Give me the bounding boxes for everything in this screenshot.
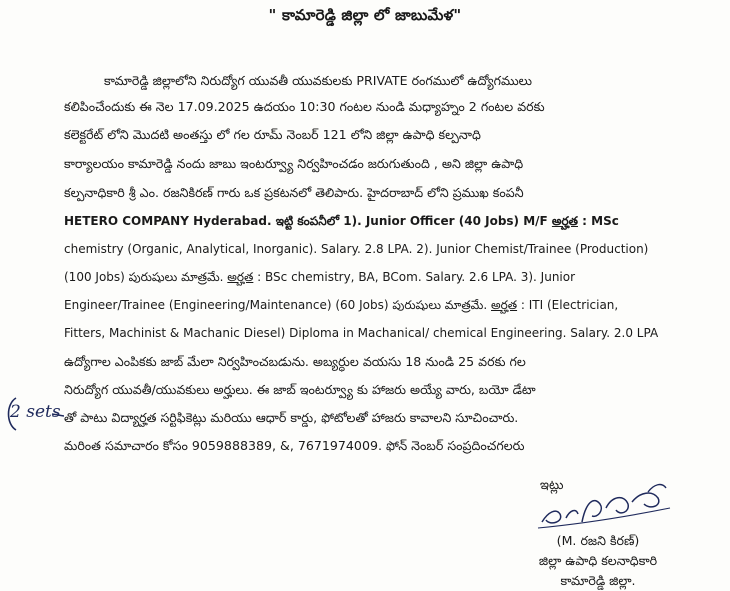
body-line-3: కలెక్టరేట్ లోని మొదటి అంతస్తు లో గల రూమ్ నెంబర్ 121 లోని జిల్లా ఉపాధి కల్పనాధి (64, 127, 481, 142)
body-line-8 (64, 268, 718, 286)
body-line-13: తో పాటు విద్యార్హత సర్టిఫికెట్లు మరియు ఆధార్ కార్డు, ఫోటోలతో హాజరు కావాలని సూచించారు. (64, 410, 519, 425)
body-line-12: నిరుద్యోగ యువతీ/యువకులు అర్హులు. ఈ జాబ్ ఇంటర్వ్యూ కు హాజరు అయ్యే వారు, బయో డేటా (64, 382, 536, 397)
handwritten-note: 2 sets (10, 402, 61, 422)
qualification-3-start: : ITI (Electrician, (517, 298, 619, 312)
qualification-label: అర్హత (227, 270, 254, 284)
company-and-job-1: HETERO COMPANY Hyderabad. ఇట్టి కంపనీలో 1). Junior Officer (40 Jobs) M/F (64, 214, 552, 228)
qualification-label: అర్హత (551, 214, 578, 228)
signoff-text: ఇట్లు (540, 478, 564, 493)
qualification-1-start: : MSc (577, 214, 619, 228)
body-line-6 (64, 212, 718, 230)
body-line-10: Fitters, Machinist & Machanic Diesel) Diploma in Machanical/ chemical Engineering. Salary. 2.0 LPA (64, 326, 659, 340)
signatory-name: (M. రజని కిరణ్) (556, 533, 640, 548)
body-line-9 (64, 296, 718, 314)
body-line-1: కామారెడ్డి జిల్లాలోని నిరుద్యోగ యువతీ యువకులకు PRIVATE రంగములో ఉద్యోగములు (104, 73, 532, 88)
qualification-2: : BSc chemistry, BA, BCom. Salary. 2.6 LPA. 3). Junior (253, 270, 576, 284)
body-line-11: ఉద్యోగాల ఎంపికకు జాబ్ మేలా నిర్వహించబడును. అబ్యర్ధుల వయసు 18 నుండి 25 వరకు గల (64, 354, 526, 369)
job-2-gender: (100 Jobs) పురుషులు మాత్రమే. (64, 270, 228, 284)
body-line-4: కార్యాలయం కామారెడ్డి నందు జాబు ఇంటర్వ్యూ నిర్వహించడం జరుగుతుంది , అని జిల్లా ఉపాధి (64, 156, 524, 171)
job-3: Engineer/Trainee (Engineering/Maintenance) (60 Jobs) పురుషులు మాత్రమే. (64, 298, 492, 312)
qualification-label: అర్హత (491, 298, 518, 312)
page-title: " కామారెడ్డి జిల్లా లో జాబుమేళ" (268, 6, 462, 24)
signatory-district: కామారెడ్డి జిల్లా. (560, 573, 636, 588)
body-line-7: chemistry (Organic, Analytical, Inorganic). Salary. 2.8 LPA. 2). Junior Chemist/Trainee (Production) (64, 242, 649, 256)
body-line-14: మరింత సమాచారం కోసం 9059888389, &, 7671974009. ఫోన్ నెంబర్ సంప్రదించగలరు (64, 438, 525, 453)
signatory-designation: జిల్లా ఉపాధి కలనాధికారి (538, 553, 658, 568)
body-line-5: కల్పనాధికారి శ్రీ ఎం. రజనికిరణ్ గారు ఒక ప్రకటనలో తెలిపారు. హైదరాబాద్ లోని ప్రముఖ కంపనీ (64, 185, 524, 200)
body-line-2: కలిపించేందుకు ఈ నెల 17.09.2025 ఉదయం 10:30 గంటల నుండి మధ్యాహ్నం 2 గంటల వరకు (64, 99, 545, 114)
